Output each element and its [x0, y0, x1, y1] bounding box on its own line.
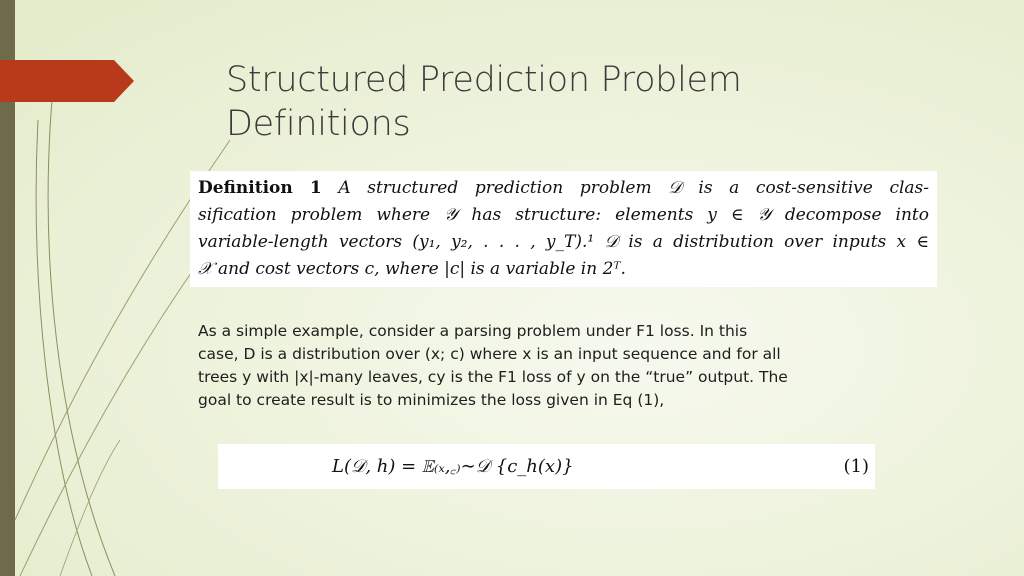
body-line: trees y with |x|-many leaves, cy is the F1 loss of y on the “true” output. The [198, 368, 788, 386]
slide-title [226, 58, 926, 146]
body-line: goal to create result is to minimizes the loss given in Eq (1), [198, 391, 665, 409]
slide-title-line: Structured Prediction Problem [226, 60, 742, 100]
body-line: case, D is a distribution over (x; c) where x is an input sequence and for all [198, 345, 781, 363]
slide-title-line: Definitions [226, 104, 411, 144]
definition-line: variable-length vectors (y₁, y₂, . . . , y_T).¹ 𝒟 is a distribution over inputs x ∈ [198, 232, 929, 252]
definition-text: A structured prediction problem 𝒟 is a cost-sensitive clas- [338, 178, 930, 198]
definition-line: 𝒳 and cost vectors c, where |c| is a variable in 2ᵀ. [198, 259, 626, 279]
equation-box [218, 444, 875, 489]
definition-line [198, 175, 929, 202]
title-arrow-marker [0, 60, 134, 102]
definition-box [190, 171, 937, 287]
body-line: As a simple example, consider a parsing problem under F1 loss. In this [198, 322, 748, 340]
equation-formula: L(𝒟, h) = 𝔼₍ₓ,꜀₎∼𝒟 {c_h(x)} [332, 456, 574, 477]
definition-line: sification problem where 𝒴 has structure: elements y ∈ 𝒴 decompose into [198, 205, 929, 225]
definition-heading: Definition 1 [198, 178, 322, 198]
equation-number: (1) [843, 456, 869, 477]
body-paragraph [198, 320, 898, 412]
